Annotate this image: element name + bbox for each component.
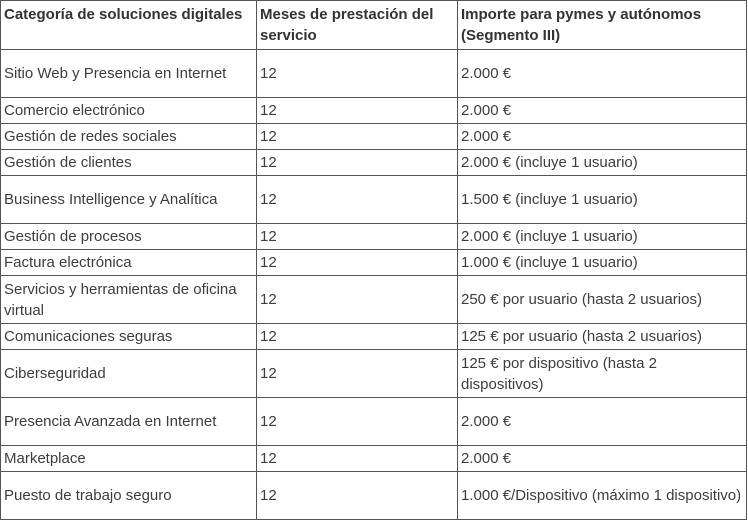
- cell-meses: 12: [257, 50, 458, 98]
- cell-meses: 12: [257, 472, 458, 520]
- cell-importe: 2.000 € (incluye 1 usuario): [458, 150, 747, 176]
- header-importe: Importe para pymes y autónomos (Segmento III): [458, 1, 747, 50]
- cell-importe: 250 € por usuario (hasta 2 usuarios): [458, 276, 747, 324]
- cell-meses: 12: [257, 250, 458, 276]
- cell-categoria: Servicios y herramientas de oficina virtual: [1, 276, 257, 324]
- cell-meses: 12: [257, 446, 458, 472]
- table-body: [1, 50, 747, 520]
- cell-importe: 1.000 €/Dispositivo (máximo 1 dispositivo): [458, 472, 747, 520]
- header-categoria: Categoría de soluciones digitales: [1, 1, 257, 50]
- cell-meses: 12: [257, 224, 458, 250]
- cell-importe: 2.000 €: [458, 50, 747, 98]
- cell-meses: 12: [257, 176, 458, 224]
- table-row: [1, 398, 747, 446]
- cell-importe: 1.000 € (incluye 1 usuario): [458, 250, 747, 276]
- table-row: [1, 446, 747, 472]
- table-row: [1, 324, 747, 350]
- table-row: [1, 350, 747, 398]
- cell-categoria: Marketplace: [1, 446, 257, 472]
- cell-meses: 12: [257, 124, 458, 150]
- table-row: [1, 176, 747, 224]
- cell-meses: 12: [257, 276, 458, 324]
- table-row: [1, 276, 747, 324]
- cell-meses: 12: [257, 150, 458, 176]
- cell-importe: 2.000 €: [458, 98, 747, 124]
- cell-importe: 2.000 €: [458, 446, 747, 472]
- table-row: [1, 472, 747, 520]
- cell-categoria: Business Intelligence y Analítica: [1, 176, 257, 224]
- table-row: [1, 250, 747, 276]
- cell-importe: 2.000 €: [458, 124, 747, 150]
- cell-categoria: Puesto de trabajo seguro: [1, 472, 257, 520]
- cell-categoria: Comunicaciones seguras: [1, 324, 257, 350]
- cell-categoria: Gestión de redes sociales: [1, 124, 257, 150]
- table-header-row: [1, 1, 747, 50]
- cell-importe: 2.000 €: [458, 398, 747, 446]
- table-row: [1, 224, 747, 250]
- cell-categoria: Comercio electrónico: [1, 98, 257, 124]
- cell-categoria: Sitio Web y Presencia en Internet: [1, 50, 257, 98]
- table-row: [1, 150, 747, 176]
- cell-categoria: Ciberseguridad: [1, 350, 257, 398]
- cell-importe: 2.000 € (incluye 1 usuario): [458, 224, 747, 250]
- cell-categoria: Gestión de clientes: [1, 150, 257, 176]
- cell-importe: 1.500 € (incluye 1 usuario): [458, 176, 747, 224]
- cell-meses: 12: [257, 398, 458, 446]
- table-row: [1, 124, 747, 150]
- cell-categoria: Presencia Avanzada en Internet: [1, 398, 257, 446]
- cell-meses: 12: [257, 98, 458, 124]
- table-row: [1, 98, 747, 124]
- cell-importe: 125 € por usuario (hasta 2 usuarios): [458, 324, 747, 350]
- cell-importe: 125 € por dispositivo (hasta 2 dispositivos): [458, 350, 747, 398]
- cell-categoria: Gestión de procesos: [1, 224, 257, 250]
- cell-categoria: Factura electrónica: [1, 250, 257, 276]
- cell-meses: 12: [257, 350, 458, 398]
- header-meses: Meses de prestación del servicio: [257, 1, 458, 50]
- table-row: [1, 50, 747, 98]
- cell-meses: 12: [257, 324, 458, 350]
